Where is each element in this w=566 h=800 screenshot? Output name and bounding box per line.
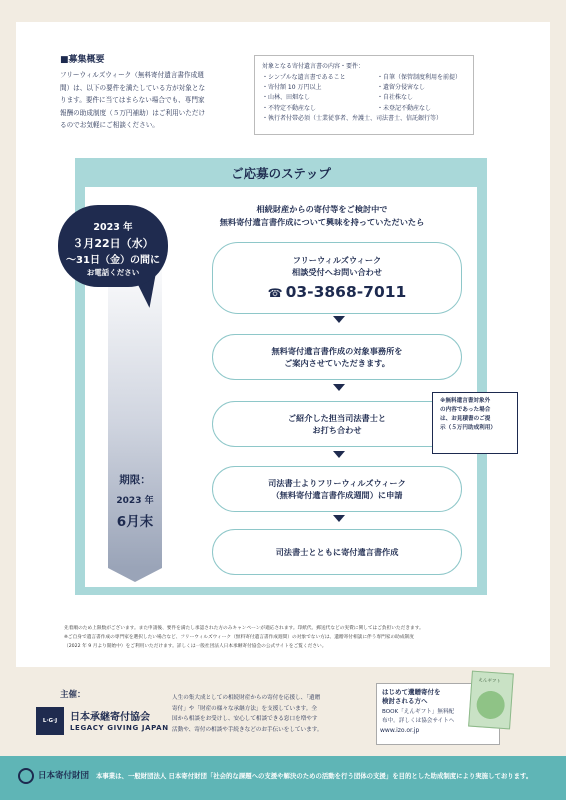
book-url-link[interactable]: www.izo.or.jp xyxy=(380,727,420,734)
step-4-application: 司法書士よりフリーウィルズウィーク （無料寄付遺言書作成週間）に申請 xyxy=(212,466,462,512)
foundation-name: 日本寄付財団 xyxy=(38,771,90,781)
foundation-logo-icon xyxy=(18,768,34,784)
org-name: 日本承継寄付協会 xyxy=(70,712,150,723)
org-name-en: LEGACY GIVING JAPAN xyxy=(70,724,169,732)
requirements-box xyxy=(254,55,474,135)
step-3-meeting: ご紹介した担当司法書士と お打ち合わせ xyxy=(212,401,462,447)
requirements-last: ・執行者付帯必須（士業従事者、弁護士、司法書士、信託銀行等） xyxy=(262,114,443,122)
step-arrow-icon xyxy=(333,515,345,522)
overview-text: フリーウィルズウィーク（無料寄付遺言書作成週 間）は、以下の要件を満たしている方が対象とな ります。要件に当てはまらない場合でも、専門家 報酬の助成制度（５万円補助）はご利用いただけ るのでお気軽にご相談ください。 xyxy=(60,71,206,130)
lgj-logo: L·G·J xyxy=(36,707,64,735)
date-bubble: 2023 年 ３月22日（水） 〜31日（金）の間に お電話ください xyxy=(58,205,168,287)
overview-section xyxy=(60,52,246,132)
step-arrow-icon xyxy=(333,384,345,391)
step-arrow-icon xyxy=(333,451,345,458)
requirements-col-1: ・シンプルな遺言書であること ・寄付額 10 万円以上 ・山林、田畑なし ・不特定不動産なし xyxy=(262,74,346,112)
deadline: 期限： 2023 年 6月末 xyxy=(116,474,154,530)
requirements-title: 対象となる寄付遺言書の内容・要件： xyxy=(262,63,365,70)
overview-heading: ■募集概要 xyxy=(60,55,105,65)
steps-title: ご応募のステップ xyxy=(231,166,331,181)
phone-icon: ☎ xyxy=(267,285,283,300)
side-note: ※無料遺言書対象外 の内容であった場合 は、お見積書のご提 示（５万円助成利用） xyxy=(432,392,518,454)
book-title: はじめて遺贈寄付を 検討される方へ xyxy=(382,688,441,705)
step-5-create: 司法書士とともに寄付遺言書作成 xyxy=(212,529,462,575)
org-description: 人生の集大成としての相続財産からの寄付を応援し、「遺贈 寄付」や「財産の様々な承継方法」を支援しています。全 国から相談をお受けし、安心して相談できる窓口を増やす 活動や、寄付の相談や手続きなどのお手伝いをしています。 xyxy=(172,695,323,733)
book-desc: BOOK「えんギフト」無料配 布中。詳しくは協会サイトへ xyxy=(382,709,455,724)
sponsor-label: 主催： xyxy=(60,690,86,700)
bottom-bar-text: 本事業は、一般財団法人 日本寄付財団「社会的な課題への支援や解決のための活動を行う団体の支援」を目的とした助成制度により実施しております。 xyxy=(96,772,533,780)
phone-number[interactable]: ☎ 03-3868-7011 xyxy=(267,282,407,301)
book-cover-image: えんギフト xyxy=(468,671,514,730)
footnotes: 先着順のため上限数がございます。また申請後、要件を満たし承認された方のみキャンペーンが適応されます。印紙代、郵送代などの実費に関してはご負担いただきます。 ※ご自身で遺言書作成の専門家を選択したい場合など、フリーウィルズウィーク（無料寄付遺言書作成週間）の対象でない方は、遺贈寄付相談に伴う専門家の助成制度 （2022 年 9 月より開始中）をご利用いただけます。詳しくは一般社団法人日本承継寄付協会の公式サイトをご覧ください。 xyxy=(64,626,424,650)
book-cover-art xyxy=(476,690,506,720)
steps-intro: 相続財産からの寄付等をご検討中で 無料寄付遺言書作成について興味を持っていただいたら xyxy=(219,204,425,227)
requirements-col-2: ・自筆（保管制度利用を前提） ・遺留分侵害なし ・自社株なし ・未登記不動産なし xyxy=(377,74,462,112)
step-2-guide: 無料寄付遺言書作成の対象事務所を ご案内させていただきます。 xyxy=(212,334,462,380)
step-1-contact: フリーウィルズウィーク 相談受付へお問い合わせ ☎ 03-3868-7011 xyxy=(212,242,462,314)
timeline-arrow xyxy=(108,568,162,582)
step-arrow-icon xyxy=(333,316,345,323)
